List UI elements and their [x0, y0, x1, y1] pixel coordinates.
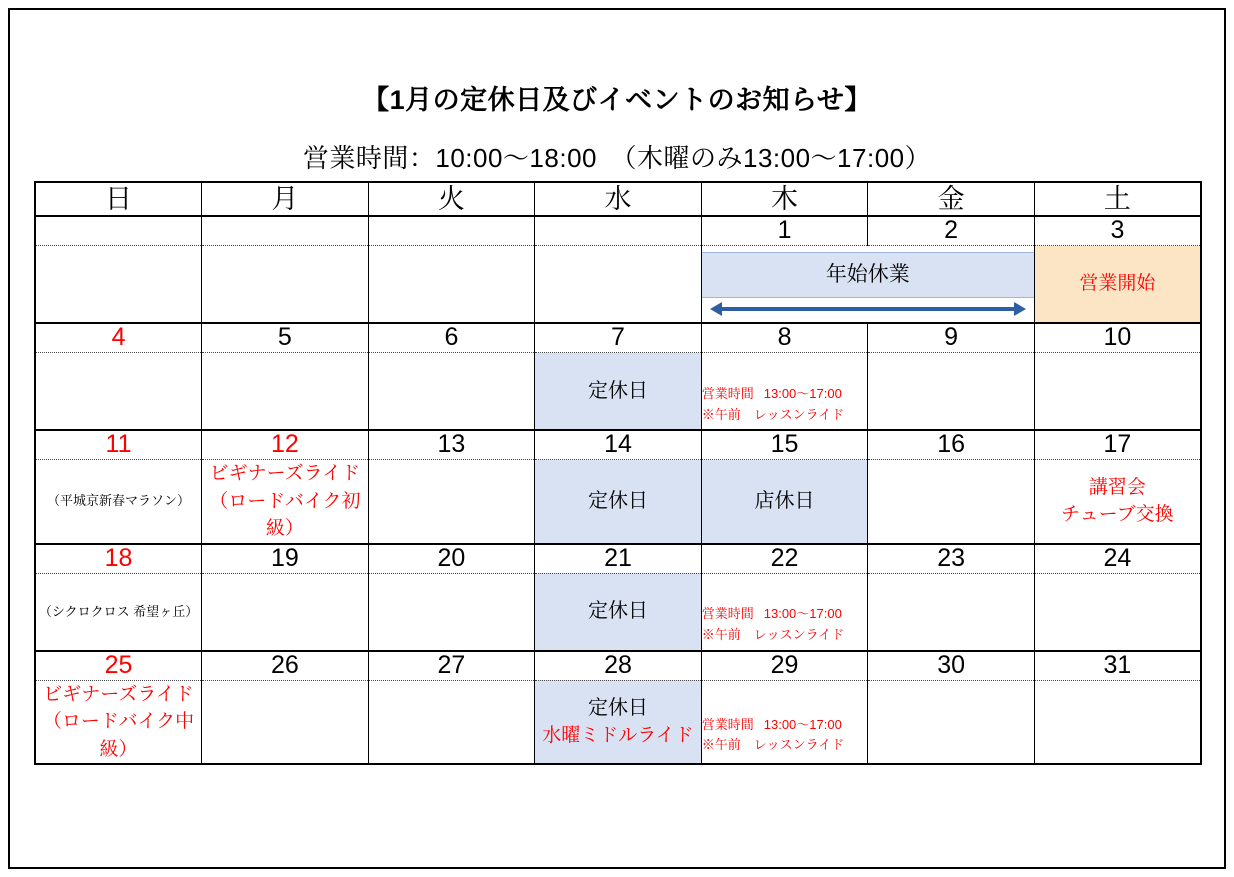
weekday-header-row: [35, 182, 1201, 216]
cell-empty: [202, 680, 369, 764]
date-number-31: 31: [1034, 651, 1201, 681]
date-number-26: 26: [202, 651, 369, 681]
hours-value: 13:00〜17:00: [763, 385, 842, 401]
date-number-21: 21: [535, 544, 702, 574]
date-number-empty: [202, 216, 369, 246]
week1-body-row: [35, 246, 1201, 324]
weekday-header-fri: 金: [868, 182, 1035, 216]
cell-thursday-hours-8: [701, 353, 868, 431]
thursday-hours-note: [702, 364, 868, 426]
event-label: （シクロクロス 希望ヶ丘）: [38, 603, 199, 619]
hours-label: 営業時間: [701, 716, 754, 732]
cell-empty: [368, 353, 535, 431]
week3-body-row: [35, 460, 1201, 544]
week2-body-row: [35, 353, 1201, 431]
cell-regular-closed-7: [535, 353, 702, 431]
cell-shop-closed-15: [701, 460, 868, 544]
cell-empty: [868, 680, 1035, 764]
cell-regular-closed-28: [535, 680, 702, 764]
date-number-15: 15: [701, 430, 868, 460]
cell-empty: [368, 573, 535, 651]
date-number-3: 3: [1034, 216, 1201, 246]
closed-label: 定休日: [587, 489, 648, 512]
arrow-right-icon: [1014, 302, 1026, 316]
cell-event-18: [35, 573, 202, 651]
date-number-16: 16: [868, 430, 1035, 460]
date-number-14: 14: [535, 430, 702, 460]
cell-event-25: [35, 680, 202, 764]
cell-event-17: [1034, 460, 1201, 544]
week1-number-row: [35, 216, 1201, 246]
week4-body-row: [35, 573, 1201, 651]
cell-empty: [368, 680, 535, 764]
weekday-header-mon: 月: [202, 182, 369, 216]
morning-lesson-note: ※午前 レッスンライド: [701, 627, 845, 643]
event-label-line1: 講習会: [1088, 476, 1146, 498]
event-label: （平城京新春マラソン）: [47, 493, 191, 509]
page-title: 【1月の定休日及びイベントのお知らせ】: [362, 85, 872, 115]
event-label-line1: ビギナーズライド: [43, 683, 194, 705]
year-start-banner-label: 年始休業: [702, 252, 1034, 298]
cell-empty: [202, 573, 369, 651]
cell-empty: [1034, 353, 1201, 431]
weekday-header-sat: 土: [1034, 182, 1201, 216]
cell-regular-closed-21: [535, 573, 702, 651]
calendar-table: [34, 181, 1202, 765]
date-number-28: 28: [535, 651, 702, 681]
business-hours-subtitle: 営業時間：10:00〜18:00 （木曜のみ13:00〜17:00）: [302, 143, 932, 173]
year-start-arrow: [710, 302, 1026, 316]
thursday-hours-note: [702, 695, 868, 757]
date-number-10: 10: [1034, 323, 1201, 353]
cell-thursday-hours-29: [701, 680, 868, 764]
closed-label: 定休日: [587, 696, 648, 719]
cell-empty: [202, 246, 369, 324]
arrow-line: [720, 307, 1016, 311]
open-start-label: 営業開始: [1079, 273, 1156, 295]
week4-number-row: [35, 544, 1201, 574]
hours-label: 営業時間: [701, 606, 754, 622]
hours-value: 13:00〜17:00: [763, 716, 842, 732]
cell-empty: [202, 353, 369, 431]
cell-empty: [868, 573, 1035, 651]
morning-lesson-note: ※午前 レッスンライド: [701, 406, 845, 422]
cell-event-12: [202, 460, 369, 544]
week5-number-row: [35, 651, 1201, 681]
date-number-25: 25: [35, 651, 202, 681]
closed-label: 定休日: [587, 379, 648, 402]
date-number-19: 19: [202, 544, 369, 574]
cell-empty: [35, 353, 202, 431]
date-number-29: 29: [701, 651, 868, 681]
hours-label: 営業時間: [701, 385, 754, 401]
cell-event-11: [35, 460, 202, 544]
week5-body-row: [35, 680, 1201, 764]
date-number-27: 27: [368, 651, 535, 681]
date-number-1: 1: [701, 216, 868, 246]
week2-number-row: [35, 323, 1201, 353]
cell-empty: [1034, 573, 1201, 651]
cell-thursday-hours-22: [701, 573, 868, 651]
cell-empty: [368, 246, 535, 324]
date-number-5: 5: [202, 323, 369, 353]
date-number-17: 17: [1034, 430, 1201, 460]
cell-empty: [35, 246, 202, 324]
event-label: 水曜ミドルライド: [542, 724, 694, 746]
event-label-line2: チューブ交換: [1061, 504, 1174, 526]
event-label-line1: ビギナーズライド: [209, 463, 361, 484]
date-number-11: 11: [35, 430, 202, 460]
date-number-22: 22: [701, 544, 868, 574]
date-number-9: 9: [868, 323, 1035, 353]
cell-empty: [868, 353, 1035, 431]
date-number-empty: [535, 216, 702, 246]
cell-empty: [868, 460, 1035, 544]
week3-number-row: [35, 430, 1201, 460]
date-number-20: 20: [368, 544, 535, 574]
date-number-empty: [368, 216, 535, 246]
date-number-23: 23: [868, 544, 1035, 574]
weekday-header-sun: 日: [35, 182, 202, 216]
weekday-header-tue: 火: [368, 182, 535, 216]
date-number-8: 8: [701, 323, 868, 353]
date-number-24: 24: [1034, 544, 1201, 574]
weekday-header-wed: 水: [535, 182, 702, 216]
date-number-13: 13: [368, 430, 535, 460]
date-number-empty: [35, 216, 202, 246]
date-number-18: 18: [35, 544, 202, 574]
cell-regular-closed-14: [535, 460, 702, 544]
shop-closed-label: 店休日: [754, 489, 815, 512]
weekday-header-thu: 木: [701, 182, 868, 216]
hours-value: 13:00〜17:00: [763, 606, 842, 622]
date-number-6: 6: [368, 323, 535, 353]
date-number-30: 30: [868, 651, 1035, 681]
event-label-line2: （ロードバイク中級）: [42, 711, 195, 760]
date-number-4: 4: [35, 323, 202, 353]
cell-open-start: [1034, 246, 1201, 324]
year-start-banner: [702, 246, 1034, 322]
date-number-2: 2: [868, 216, 1035, 246]
event-label-line2: （ロードバイク初級）: [209, 490, 361, 540]
cell-empty: [1034, 680, 1201, 764]
closed-label: 定休日: [587, 600, 648, 623]
cell-empty: [368, 460, 535, 544]
date-number-7: 7: [535, 323, 702, 353]
morning-lesson-note: ※午前 レッスンライド: [701, 737, 845, 753]
cell-empty: [535, 246, 702, 324]
thursday-hours-note: [702, 584, 868, 646]
cell-year-start-holiday: [701, 246, 1034, 324]
date-number-12: 12: [202, 430, 369, 460]
